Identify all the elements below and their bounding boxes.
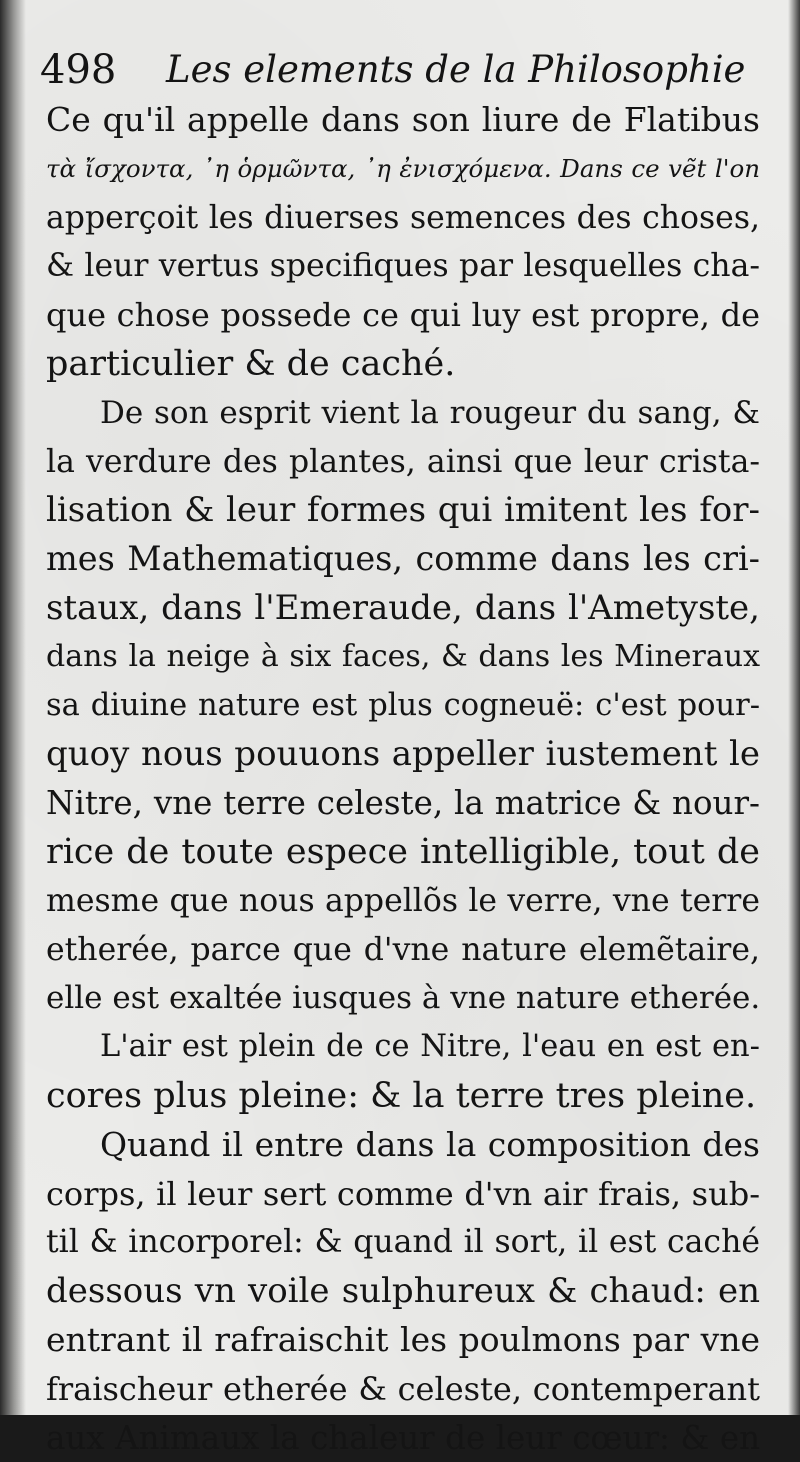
text-line: & leur vertus specifiques par lesquelles cha- bbox=[46, 248, 760, 285]
text-line: sa diuine nature est plus cogneuë: c'est pour- bbox=[46, 687, 760, 723]
text-line: lisation & leur formes qui imitent les for- bbox=[46, 490, 760, 531]
running-title: Les elements de la Philosophie bbox=[166, 48, 746, 91]
page-number: 498 bbox=[40, 47, 117, 93]
text-line: corps, il leur sert comme d'vn air frais, sub- bbox=[46, 1174, 760, 1213]
text-line: que chose possede ce qui luy est propre, de bbox=[46, 296, 760, 335]
text-line: τὰ ἴσχοντα, ᾽η ὁρμῶντα, ᾽η ἐνισχόμενα. Dans ce vẽt l'on bbox=[46, 153, 760, 183]
page-header bbox=[40, 42, 770, 98]
body-text bbox=[46, 96, 760, 1462]
text-line: particulier & de caché. bbox=[46, 343, 456, 384]
text-line: staux, dans l'Emeraude, dans l'Ametyste, bbox=[46, 587, 760, 628]
text-line: Quand il entre dans la composition des bbox=[100, 1124, 760, 1164]
text-line: L'air est plein de ce Nitre, l'eau en est en- bbox=[100, 1029, 760, 1065]
text-line: fraischeur etherée & celeste, contemperant bbox=[46, 1369, 760, 1408]
text-line: mesme que nous appellõs le verre, vne terre bbox=[46, 882, 760, 919]
text-line: Nitre, vne terre celeste, la matrice & nour- bbox=[46, 784, 760, 823]
text-line: elle est exaltée iusques à vne nature etherée. bbox=[46, 980, 761, 1017]
text-line: aux Animaux la chaleur de leur cœur: & en bbox=[46, 1418, 760, 1457]
text-line: apperçoit les diuerses semences des choses, bbox=[46, 199, 760, 236]
text-line: entrant il rafraischit les poulmons par vne bbox=[46, 1319, 760, 1359]
text-line: De son esprit vient la rougeur du sang, & bbox=[100, 394, 760, 431]
text-line: mes Mathematiques, comme dans les cri- bbox=[46, 539, 760, 579]
text-line: Ce qu'il appelle dans son liure de Flatibus bbox=[46, 100, 760, 139]
text-line: la verdure des plantes, ainsi que leur crista- bbox=[46, 443, 760, 480]
page-edge-shadow bbox=[788, 0, 800, 1415]
text-line: cores plus pleine: & la terre tres pleine. bbox=[46, 1075, 757, 1116]
text-line: til & incorporel: & quand il sort, il est caché bbox=[46, 1224, 760, 1261]
text-line: dessous vn voile sulphureux & chaud: en bbox=[46, 1271, 760, 1312]
text-line: etherée, parce que d'vne nature elemẽtaire, bbox=[46, 931, 760, 968]
page-gutter-shadow bbox=[0, 0, 26, 1415]
text-line: dans la neige à six faces, & dans les Mineraux bbox=[46, 638, 760, 674]
text-line: quoy nous pouuons appeller iustement le bbox=[46, 734, 760, 775]
text-line: rice de toute espece intelligible, tout de bbox=[46, 831, 760, 872]
